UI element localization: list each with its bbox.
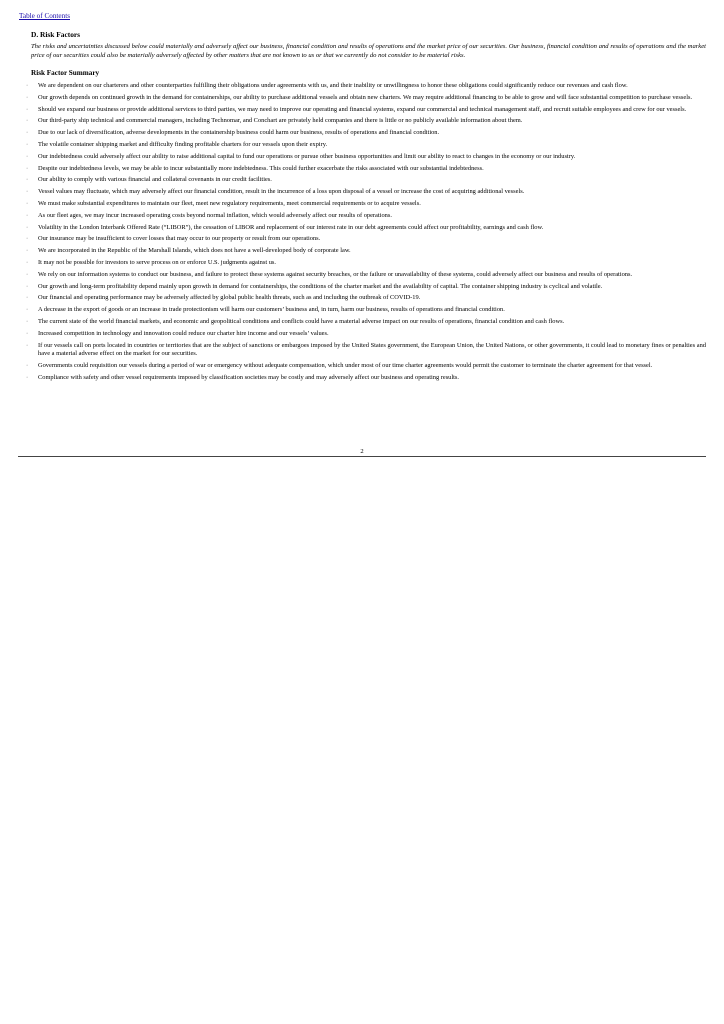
list-item <box>26 82 706 90</box>
bullet-icon: · <box>26 282 29 290</box>
list-item-text: Our financial and operating performance may be adversely affected by global public health threats, such as and including the outbreak of COVID-19. <box>38 294 421 302</box>
bullet-icon: · <box>26 361 29 369</box>
list-item <box>26 294 706 302</box>
risk-factor-summary-heading: Risk Factor Summary <box>31 69 100 77</box>
list-item-text: Increased competition in technology and innovation could reduce our charter hire income and our vessels’ values. <box>38 329 329 337</box>
list-item-text: A decrease in the export of goods or an increase in trade protectionism will harm our customers’ business and, in turn, harm our business, results of operations and financial condition. <box>38 306 505 314</box>
table-of-contents-link[interactable]: Table of Contents <box>19 12 70 20</box>
intro-paragraph: The risks and uncertainties discussed below could materially and adversely affect our business, financial condition and results of operations and the market price of our securities. Our business, financial condition and results of operations and the market price of our securities could also be materially adversely affected by other matters that are not known to us or that we currently do not consider to be material risks. <box>31 43 706 59</box>
list-item-text: Our insurance may be insufficient to cover losses that may occur to our property or result from our operations. <box>38 235 321 243</box>
list-item <box>26 106 706 114</box>
list-item-text: Our growth depends on continued growth in the demand for containerships, our ability to purchase additional vessels and obtain new charters. We may require additional financing to be able to grow and will face substantial competition to purchase vessels. <box>38 93 693 101</box>
list-item <box>26 153 706 161</box>
bullet-icon: · <box>26 117 29 125</box>
bullet-icon: · <box>26 317 29 325</box>
list-item-text: Governments could requisition our vessels during a period of war or emergency without adequate compensation, which under most of our time charter agreements would permit the customer to terminate the charter agreement for that vessel. <box>38 361 653 369</box>
bullet-icon: · <box>26 105 29 113</box>
list-item <box>26 330 706 338</box>
risk-factor-list <box>26 82 706 385</box>
bullet-icon: · <box>26 306 29 314</box>
list-item <box>26 165 706 173</box>
bullet-icon: · <box>26 341 29 349</box>
bullet-icon: · <box>26 258 29 266</box>
bullet-icon: · <box>26 223 29 231</box>
list-item-text: If our vessels call on ports located in countries or territories that are the subject of sanctions or embargoes imposed by the United States government, the European Union, the United Nations, or other governments, it could lead to monetary fines or penalties and have a material adverse effect on the market for our securities. <box>38 341 706 357</box>
list-item-text: Compliance with safety and other vessel requirements imposed by classification societies may be costly and may adversely affect our business and operating results. <box>38 373 460 381</box>
list-item <box>26 247 706 255</box>
list-item <box>26 362 706 370</box>
list-item-text: Volatility in the London Interbank Offered Rate (“LIBOR”), the cessation of LIBOR and replacement of our interest rate in our debt agreements could affect our profitability, earnings and cash flow. <box>38 223 544 231</box>
list-item-text: Due to our lack of diversification, adverse developments in the containership business could harm our business, results of operations and financial condition. <box>38 129 440 137</box>
list-item <box>26 200 706 208</box>
list-item <box>26 318 706 326</box>
bullet-icon: · <box>26 82 29 89</box>
section-heading: D. Risk Factors <box>31 30 81 39</box>
list-item <box>26 283 706 291</box>
list-item-text: We must make substantial expenditures to maintain our fleet, meet new regulatory requirements, meet commercial requirements or to acquire vessels. <box>38 199 421 207</box>
list-item-text: Our ability to comply with various financial and collateral covenants in our credit facilities. <box>38 176 272 184</box>
list-item <box>26 129 706 137</box>
list-item <box>26 259 706 267</box>
list-item-text: We are incorporated in the Republic of the Marshall Islands, which does not have a well-developed body of corporate law. <box>38 247 351 255</box>
list-item-text: The volatile container shipping market and difficulty finding profitable charters for our vessels upon their expiry. <box>38 140 328 148</box>
list-item-text: It may not be possible for investors to serve process on or enforce U.S. judgments against us. <box>38 258 277 266</box>
bullet-icon: · <box>26 211 29 219</box>
bullet-icon: · <box>26 329 29 337</box>
list-item <box>26 176 706 184</box>
list-item <box>26 117 706 125</box>
bullet-icon: · <box>26 294 29 302</box>
bullet-icon: · <box>26 93 29 101</box>
list-item <box>26 306 706 314</box>
list-item-text: Should we expand our business or provide additional services to third parties, we may need to improve our operating and financial systems, expand our commercial and technical management staff, and recruit suitable employees and crew for our vessels. <box>38 105 687 113</box>
list-item-text: We are dependent on our charterers and other counterparties fulfilling their obligations under agreements with us, and their inability or unwillingness to honor these obligations could significantly reduce our revenues and cash flow. <box>38 82 628 89</box>
list-item-text: Our growth and long-term profitability depend mainly upon growth in demand for containerships, the conditions of the charter market and the availability of capital. The container shipping industry is cyclical and volatile. <box>38 282 603 290</box>
bullet-icon: · <box>26 373 29 381</box>
list-item-text: Despite our indebtedness levels, we may be able to incur substantially more indebtedness. This could further exacerbate the risks associated with our substantial indebtedness. <box>38 164 484 172</box>
bullet-icon: · <box>26 176 29 184</box>
list-item-text: The current state of the world financial markets, and economic and geopolitical conditions and conflicts could have a material adverse impact on our results of operations, financial condition and cash flows. <box>38 317 565 325</box>
list-item <box>26 94 706 102</box>
list-item-text: Our indebtedness could adversely affect our ability to raise additional capital to fund our operations or pursue other business opportunities and limit our ability to react to changes in the economy or our industry. <box>38 152 576 160</box>
list-item <box>26 141 706 149</box>
list-item-text: Our third-party ship technical and commercial managers, including Technomar, and Conchart are privately held companies and there is little or no publicly available information about them. <box>38 117 523 125</box>
bullet-icon: · <box>26 247 29 255</box>
bullet-icon: · <box>26 188 29 196</box>
page-number: 2 <box>360 448 364 455</box>
list-item <box>26 212 706 220</box>
bullet-icon: · <box>26 140 29 148</box>
list-item-text: Vessel values may fluctuate, which may adversely affect our financial condition, result in the incurrence of a loss upon disposal of a vessel or increase the cost of acquiring additional vessels. <box>38 188 525 196</box>
page-divider <box>18 456 706 457</box>
list-item <box>26 235 706 243</box>
bullet-icon: · <box>26 199 29 207</box>
list-item-text: As our fleet ages, we may incur increased operating costs beyond normal inflation, which would adversely affect our results of operations. <box>38 211 392 219</box>
bullet-icon: · <box>26 164 29 172</box>
list-item <box>26 342 706 359</box>
list-item-text: We rely on our information systems to conduct our business, and failure to protect these systems against security breaches, or the failure or unavailability of these systems, could adversely affect our business and results of operations. <box>38 270 633 278</box>
bullet-icon: · <box>26 129 29 137</box>
bullet-icon: · <box>26 270 29 278</box>
list-item <box>26 271 706 279</box>
list-item <box>26 224 706 232</box>
bullet-icon: · <box>26 152 29 160</box>
list-item <box>26 374 706 382</box>
list-item <box>26 188 706 196</box>
bullet-icon: · <box>26 235 29 243</box>
